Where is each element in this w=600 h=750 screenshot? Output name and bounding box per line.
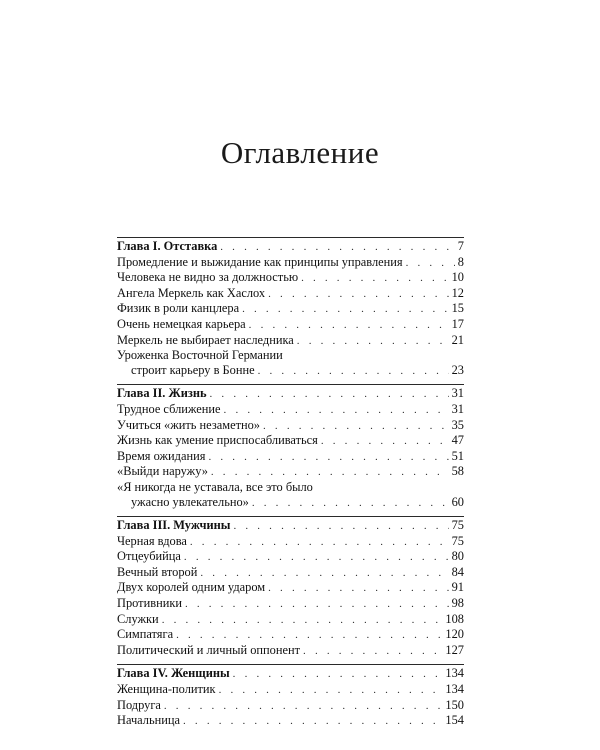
page-number: 134 [445, 682, 464, 697]
chapter-heading [117, 239, 464, 255]
chapter-divider [117, 237, 464, 238]
chapter-divider [117, 384, 464, 385]
dot-leader [242, 302, 448, 317]
page-number: 75 [451, 518, 464, 533]
dot-leader [301, 271, 449, 286]
toc-entry [117, 333, 464, 349]
toc-entry [117, 698, 464, 714]
entry-title: Трудное сближение [117, 401, 221, 416]
toc-entry [117, 682, 464, 698]
entry-title: Вечный второй [117, 564, 198, 579]
chapter-4 [117, 664, 464, 728]
entry-title: Черная вдова [117, 533, 187, 548]
entry-title-line2-row [117, 363, 464, 379]
page-number: 31 [451, 401, 464, 416]
page-number: 17 [451, 316, 464, 331]
page-number: 31 [451, 386, 464, 401]
page-number: 127 [445, 642, 464, 657]
entry-title: Физик в роли канцлера [117, 301, 240, 316]
chapter-heading [117, 666, 464, 682]
entry-title: Симпатяга [117, 627, 174, 642]
entry-title: Начальница [117, 713, 181, 728]
chapter-title: Глава III. Мужчины [117, 518, 231, 533]
dot-leader [224, 403, 449, 418]
dot-leader [297, 334, 449, 349]
toc-entry [117, 418, 464, 434]
dot-leader [219, 683, 443, 698]
entry-title: Меркель не выбирает наследника [117, 332, 294, 347]
page-number: 12 [451, 285, 464, 300]
page-number: 91 [451, 580, 464, 595]
dot-leader [210, 387, 449, 402]
page-number: 60 [451, 494, 464, 509]
page-number: 134 [445, 666, 464, 681]
chapter-2 [117, 384, 464, 510]
entry-title: Политический и личный оппонент [117, 642, 301, 657]
dot-leader [268, 581, 448, 596]
page-number: 23 [451, 362, 464, 377]
toc-entry [117, 534, 464, 550]
chapter-title: Глава II. Жизнь [117, 386, 207, 401]
toc-entry [117, 433, 464, 449]
dot-leader [233, 519, 448, 534]
chapter-heading [117, 386, 464, 402]
dot-leader [176, 628, 442, 643]
page-title: Оглавление [220, 135, 380, 170]
toc-entry [117, 612, 464, 628]
dot-leader [268, 287, 448, 302]
toc-entry-multiline [117, 348, 464, 378]
dot-leader [252, 496, 449, 511]
entry-title: Жизнь как умение приспосабливаться [117, 433, 318, 448]
chapter-divider [117, 516, 464, 517]
entry-title: Человека не видно за должностью [117, 270, 299, 285]
entry-title: Противники [117, 596, 182, 611]
toc-entry [117, 549, 464, 565]
dot-leader [406, 256, 455, 271]
toc-entry [117, 270, 464, 286]
page-number: 84 [451, 564, 464, 579]
dot-leader [162, 613, 443, 628]
toc-entry [117, 627, 464, 643]
page-number: 35 [451, 417, 464, 432]
dot-leader [185, 597, 449, 612]
page-number: 10 [451, 270, 464, 285]
chapter-heading [117, 518, 464, 534]
entry-title: Промедление и выжидание как принципы управления [117, 254, 403, 269]
dot-leader [233, 667, 443, 682]
entry-title-line2-row [117, 495, 464, 511]
chapter-1 [117, 237, 464, 378]
chapter-divider [117, 664, 464, 665]
dot-leader [183, 714, 442, 729]
toc-entry [117, 317, 464, 333]
page-number: 47 [451, 433, 464, 448]
page-number: 51 [451, 448, 464, 463]
dot-leader [263, 419, 449, 434]
page-number: 58 [451, 464, 464, 479]
dot-leader [249, 318, 449, 333]
toc-entry [117, 596, 464, 612]
entry-title: Учиться «жить незаметно» [117, 417, 261, 432]
toc-entry [117, 449, 464, 465]
toc-entry-multiline [117, 480, 464, 510]
dot-leader [164, 699, 443, 714]
page-number: 120 [445, 627, 464, 642]
entry-title-line2: строит карьеру в Бонне [131, 362, 255, 377]
dot-leader [200, 566, 448, 581]
dot-leader [184, 550, 449, 565]
toc-entry [117, 713, 464, 729]
entry-title-line2: ужасно увлекательно» [131, 494, 249, 509]
dot-leader [303, 644, 442, 659]
page-number: 80 [451, 549, 464, 564]
page-number: 108 [445, 611, 464, 626]
toc-entry [117, 565, 464, 581]
table-of-contents [117, 237, 464, 735]
chapter-title: Глава IV. Женщины [117, 666, 230, 681]
entry-title: Отцеубийца [117, 549, 181, 564]
page-number: 21 [451, 332, 464, 347]
chapter-3 [117, 516, 464, 658]
entry-title: Очень немецкая карьера [117, 316, 246, 331]
entry-title-line1: «Я никогда не уставала, все это было [117, 479, 313, 494]
toc-entry [117, 301, 464, 317]
toc-entry [117, 402, 464, 418]
dot-leader [258, 364, 449, 379]
dot-leader [220, 240, 455, 255]
entry-title: «Выйди наружу» [117, 464, 208, 479]
dot-leader [211, 465, 449, 480]
page-number: 98 [451, 596, 464, 611]
toc-entry [117, 580, 464, 596]
page-number: 150 [445, 697, 464, 712]
dot-leader [321, 434, 449, 449]
page-number: 8 [457, 254, 464, 269]
entry-title: Двух королей одним ударом [117, 580, 266, 595]
entry-title: Служки [117, 611, 159, 626]
dot-leader [208, 450, 448, 465]
entry-title-line1: Уроженка Восточной Германии [117, 348, 283, 363]
toc-entry [117, 286, 464, 302]
toc-entry [117, 643, 464, 659]
toc-entry [117, 464, 464, 480]
toc-entry [117, 255, 464, 271]
page-number: 7 [457, 239, 464, 253]
entry-title: Женщина-политик [117, 682, 216, 697]
entry-title: Ангела Меркель как Хаслох [117, 285, 266, 300]
entry-title: Время ожидания [117, 448, 206, 463]
dot-leader [190, 535, 449, 550]
page-number: 154 [445, 713, 464, 728]
page-number: 15 [451, 301, 464, 316]
chapter-title: Глава I. Отставка [117, 239, 218, 253]
entry-title: Подруга [117, 697, 161, 712]
page-number: 75 [451, 533, 464, 548]
